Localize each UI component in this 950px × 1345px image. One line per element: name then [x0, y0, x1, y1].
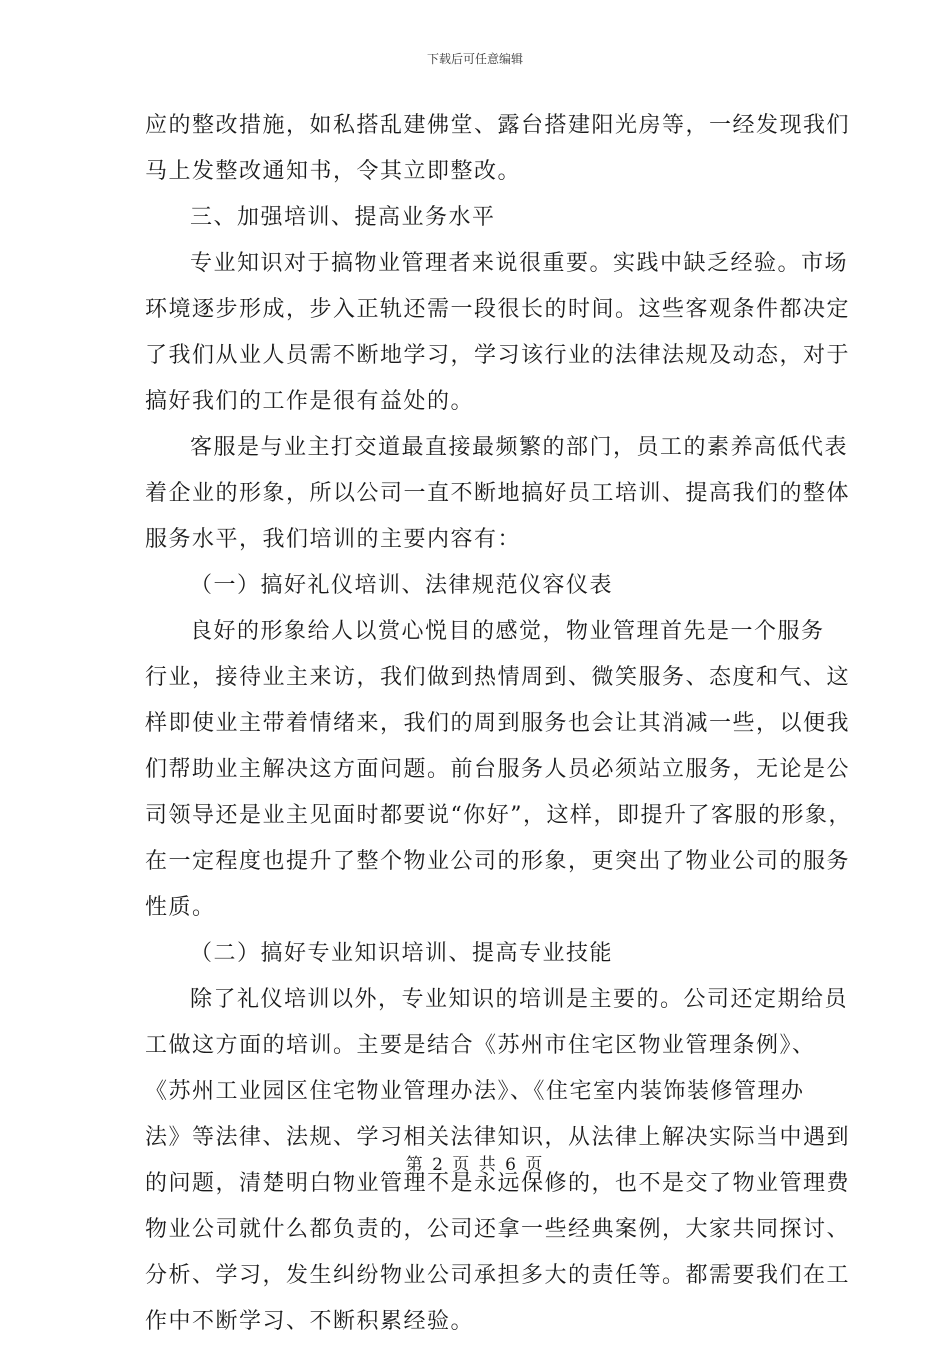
text-line: 马上发整改通知书，令其立即整改。: [145, 159, 522, 184]
text-line: 环境逐步形成，步入正轨还需一段很长的时间。这些客观条件都决定: [145, 297, 851, 322]
text-line: 《苏州工业园区住宅物业管理办法》、《住宅室内装饰装修管理办: [145, 1079, 805, 1104]
page-header: 下载后可任意编辑: [426, 52, 523, 66]
text-line: 分析、学习，发生纠纷物业公司承担多大的责任等。都需要我们在工: [145, 1263, 851, 1288]
text-line: 工做这方面的培训。主要是结合《苏州市住宅区物业管理条例》、: [145, 1033, 816, 1058]
text-line: 司领导还是业主见面时都要说“你好”，这样，即提升了客服的形象，: [145, 803, 852, 828]
text-line: 在一定程度也提升了整个物业公司的形象，更突出了物业公司的服务: [145, 849, 851, 874]
text-line: 行业，接待业主来访，我们做到热情周到、微笑服务、态度和气、这: [145, 665, 851, 690]
text-line: 除了礼仪培训以外，专业知识的培训是主要的。公司还定期给员: [190, 987, 849, 1012]
text-line: 作中不断学习、不断积累经验。: [145, 1309, 475, 1334]
text-line: 客服是与业主打交道最直接最频繁的部门，员工的素养高低代表: [190, 435, 849, 460]
subsection-heading: （一）搞好礼仪培训、法律规范仪容仪表: [190, 573, 614, 598]
subsection-heading: （二）搞好专业知识培训、提高专业技能: [190, 941, 614, 966]
text-line: 样即使业主带着情绪来，我们的周到服务也会让其消减一些，以便我: [145, 711, 851, 736]
text-line: 了我们从业人员需不断地学习，学习该行业的法律法规及动态，对于: [145, 343, 851, 368]
text-line: 应的整改措施，如私搭乱建佛堂、露台搭建阳光房等，一经发现我们: [145, 113, 851, 138]
text-line: 服务水平，我们培训的主要内容有：: [145, 527, 522, 552]
page-number: 第 2 页 共 6 页: [405, 1155, 545, 1175]
text-line: 的问题，清楚明白物业管理不是永远保修的，也不是交了物业管理费: [145, 1171, 851, 1196]
text-line: 物业公司就什么都负责的，公司还拿一些经典案例，大家共同探讨、: [145, 1217, 851, 1242]
text-line: 专业知识对于搞物业管理者来说很重要。实践中缺乏经验。市场: [190, 251, 849, 276]
text-line: 搞好我们的工作是很有益处的。: [145, 389, 475, 414]
section-heading: 三、加强培训、提高业务水平: [190, 205, 496, 230]
text-line: 性质。: [145, 895, 216, 920]
text-line: 良好的形象给人以赏心悦目的感觉，物业管理首先是一个服务: [190, 619, 825, 644]
text-line: 着企业的形象，所以公司一直不断地搞好员工培训、提高我们的整体: [145, 481, 851, 506]
text-line: 们帮助业主解决这方面问题。前台服务人员必须站立服务，无论是公: [145, 757, 851, 782]
text-line: 法》等法律、法规、学习相关法律知识，从法律上解决实际当中遇到: [145, 1125, 851, 1150]
